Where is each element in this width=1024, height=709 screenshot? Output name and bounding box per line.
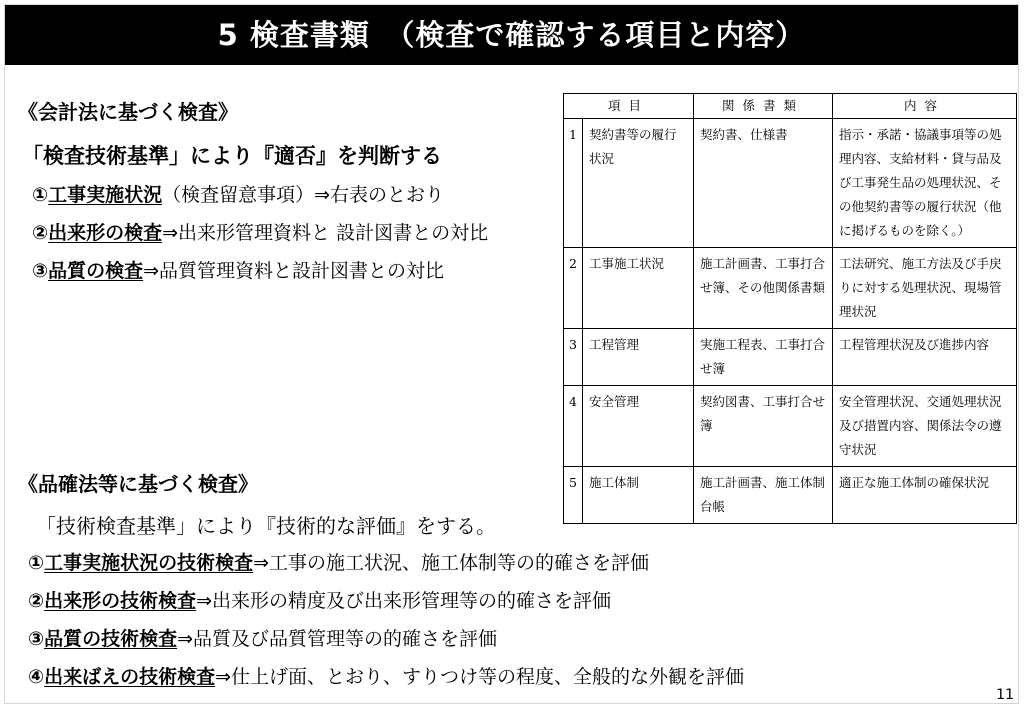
- item-number: ③: [32, 260, 49, 282]
- row-content: 工法研究、施工方法及び手戻りに対する処理状況、現場管理状況: [833, 248, 1017, 329]
- table-row: [564, 119, 1017, 248]
- section1-item-2: [32, 218, 488, 245]
- item-number: ①: [28, 552, 45, 574]
- item-term: 出来形の検査: [48, 222, 163, 244]
- section1-item-3: [32, 256, 444, 283]
- row-content: 安全管理状況、交通処理状況及び措置内容、関係法令の遵守状況: [833, 386, 1017, 467]
- row-content: 適正な施工体制の確保状況: [833, 467, 1017, 524]
- table-row: [564, 386, 1017, 467]
- header-item: 項目: [564, 94, 694, 119]
- item-text: （検査留意事項）⇒右表のとおり: [162, 184, 445, 206]
- row-number: 2: [564, 248, 583, 329]
- table-row: [564, 329, 1017, 386]
- row-item: 契約書等の履行状況: [583, 119, 694, 248]
- row-item: 工事施工状況: [583, 248, 694, 329]
- row-item: 施工体制: [583, 467, 694, 524]
- item-text: ⇒出来形の精度及び出来形管理等の的確さを評価: [196, 590, 612, 612]
- row-number: 4: [564, 386, 583, 467]
- item-term: 工事実施状況の技術検査: [44, 552, 254, 574]
- item-text: ⇒工事の施工状況、施工体制等の的確さを評価: [253, 552, 650, 574]
- row-content: 工程管理状況及び進捗内容: [833, 329, 1017, 386]
- item-number: ②: [32, 222, 49, 244]
- row-docs: 契約図書、工事打合せ簿: [694, 386, 833, 467]
- item-number: ④: [28, 666, 45, 688]
- row-docs: 施工計画書、工事打合せ簿、その他関係書類: [694, 248, 833, 329]
- row-number: 3: [564, 329, 583, 386]
- item-text: ⇒仕上げ面、とおり、すりつけ等の程度、全般的な外観を評価: [215, 666, 745, 688]
- section2-subheading: 「技術検査基準」により『技術的な評価』をする。: [36, 514, 496, 538]
- section2-item-1: [28, 548, 649, 575]
- item-text: ⇒品質及び品質管理等の的確さを評価: [177, 628, 498, 650]
- item-term: 品質の技術検査: [44, 628, 178, 650]
- table-row: [564, 467, 1017, 524]
- row-item: 工程管理: [583, 329, 694, 386]
- section2-item-4: [28, 662, 744, 689]
- item-term: 工事実施状況: [48, 184, 163, 206]
- row-item: 安全管理: [583, 386, 694, 467]
- section2-item-3: [28, 624, 497, 651]
- row-number: 1: [564, 119, 583, 248]
- table-header-row: [564, 94, 1017, 119]
- item-text: ⇒品質管理資料と設計図書との対比: [143, 260, 445, 282]
- page-number: 11: [996, 687, 1014, 703]
- inspection-items-table: [563, 93, 1017, 524]
- section1-heading: 《会計法に基づく検査》: [18, 100, 238, 124]
- row-docs: 契約書、仕様書: [694, 119, 833, 248]
- section2-heading: 《品確法等に基づく検査》: [18, 472, 258, 496]
- item-number: ③: [28, 628, 45, 650]
- header-content: 内容: [833, 94, 1017, 119]
- slide-title: 5 検査書類 （検査で確認する項目と内容）: [5, 5, 1018, 65]
- section1-item-1: [32, 180, 444, 207]
- section1-subheading: 「検査技術基準」により『適否』を判断する: [22, 144, 442, 168]
- item-term: 出来ばえの技術検査: [44, 666, 216, 688]
- row-content: 指示・承諾・協議事項等の処理内容、支給材料・貸与品及び工事発生品の処理状況、その他契約書等の履行状況（他に掲げるものを除く。）: [833, 119, 1017, 248]
- row-docs: 実施工程表、工事打合せ簿: [694, 329, 833, 386]
- item-term: 出来形の技術検査: [44, 590, 197, 612]
- header-docs: 関係書類: [694, 94, 833, 119]
- table-row: [564, 248, 1017, 329]
- row-number: 5: [564, 467, 583, 524]
- item-text: ⇒出来形管理資料と 設計図書との対比: [162, 222, 489, 244]
- item-number: ①: [32, 184, 49, 206]
- section2-item-2: [28, 586, 611, 613]
- item-term: 品質の検査: [48, 260, 144, 282]
- row-docs: 施工計画書、施工体制台帳: [694, 467, 833, 524]
- item-number: ②: [28, 590, 45, 612]
